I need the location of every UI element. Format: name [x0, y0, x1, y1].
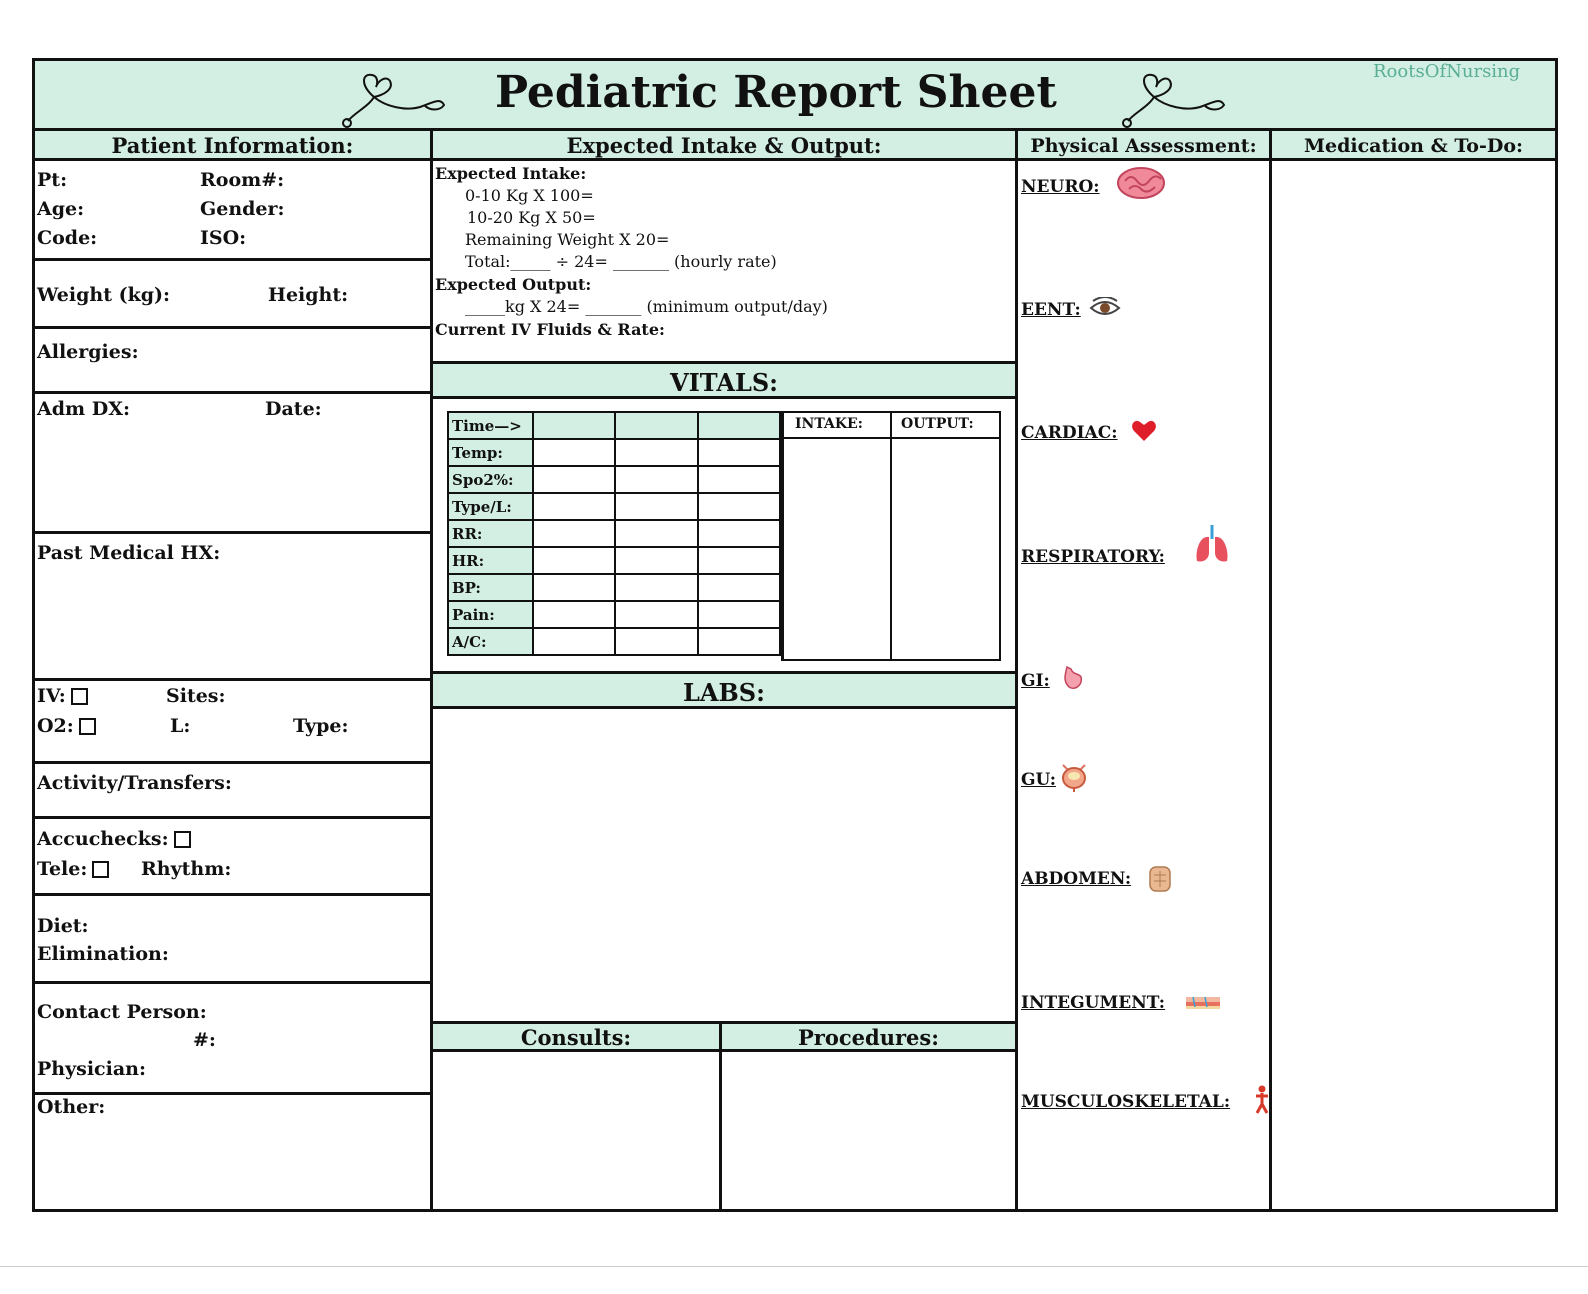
- consults-header: Consults:: [433, 1024, 719, 1052]
- pmh-label: Past Medical HX:: [37, 542, 221, 564]
- intake-line-2: 10-20 Kg X 50=: [467, 208, 596, 227]
- meds-header: Medication & To-Do:: [1272, 131, 1555, 161]
- abdomen-icon: [1147, 865, 1173, 893]
- eent-label: EENT:: [1021, 300, 1081, 320]
- labs-area[interactable]: [433, 709, 1015, 1021]
- procedures-header: Procedures:: [722, 1024, 1015, 1052]
- vitals-cell[interactable]: [533, 574, 615, 601]
- other-label: Other:: [37, 1096, 106, 1118]
- intake-line-1: 0-10 Kg X 100=: [465, 186, 594, 205]
- table-row: [448, 439, 780, 466]
- iv-fluids-label: Current IV Fluids & Rate:: [435, 320, 665, 339]
- output-line: _____kg X 24= _______ (minimum output/day): [465, 297, 828, 316]
- vitals-cell[interactable]: [698, 493, 780, 520]
- io-header: Expected Intake & Output:: [433, 131, 1015, 161]
- output-column-header: OUTPUT:: [901, 416, 974, 432]
- vitals-cell[interactable]: [533, 520, 615, 547]
- iv-label: [37, 685, 88, 707]
- cardiac-label: CARDIAC:: [1021, 423, 1118, 443]
- abdomen-label: ABDOMEN:: [1021, 869, 1132, 889]
- integument-label: INTEGUMENT:: [1021, 993, 1166, 1013]
- iv-checkbox[interactable]: [71, 688, 88, 705]
- skeleton-icon: [1255, 1085, 1269, 1115]
- vitals-cell[interactable]: [698, 574, 780, 601]
- table-row: [448, 412, 780, 439]
- vitals-row-label: Pain:: [448, 601, 533, 628]
- l-label: L:: [170, 715, 191, 737]
- stomach-icon: [1061, 665, 1085, 691]
- report-sheet: [32, 58, 1558, 1212]
- expected-intake-label: Expected Intake:: [435, 164, 587, 183]
- lungs-icon: [1193, 523, 1231, 565]
- page-title: Pediatric Report Sheet: [495, 67, 1057, 118]
- code-label: Code:: [37, 227, 98, 249]
- number-label: #:: [193, 1029, 216, 1051]
- vitals-cell[interactable]: [698, 628, 780, 655]
- vitals-cell[interactable]: [615, 547, 697, 574]
- rhythm-label: Rhythm:: [141, 858, 232, 880]
- diet-label: Diet:: [37, 915, 89, 937]
- vitals-cell[interactable]: [698, 547, 780, 574]
- height-label: Height:: [268, 284, 349, 306]
- vitals-cell[interactable]: [615, 574, 697, 601]
- vitals-row-label: HR:: [448, 547, 533, 574]
- expected-output-label: Expected Output:: [435, 275, 592, 294]
- vitals-cell[interactable]: [533, 439, 615, 466]
- vitals-row-label: Spo2%:: [448, 466, 533, 493]
- vitals-row-label: Temp:: [448, 439, 533, 466]
- type-label: Type:: [293, 715, 349, 737]
- vitals-cell[interactable]: [698, 601, 780, 628]
- vitals-row-label: BP:: [448, 574, 533, 601]
- bladder-icon: [1059, 761, 1089, 793]
- eye-icon: [1089, 297, 1121, 319]
- vitals-cell[interactable]: [615, 466, 697, 493]
- heart-icon: [1131, 419, 1157, 443]
- vitals-cell[interactable]: [615, 601, 697, 628]
- physician-label: Physician:: [37, 1058, 146, 1080]
- gu-label: GU:: [1021, 770, 1057, 790]
- accuchecks-label: [37, 828, 191, 850]
- weight-label: Weight (kg):: [37, 284, 171, 306]
- gender-label: Gender:: [200, 198, 285, 220]
- vitals-cell[interactable]: [615, 439, 697, 466]
- vitals-cell[interactable]: [533, 466, 615, 493]
- table-row: [448, 466, 780, 493]
- vitals-row-label: RR:: [448, 520, 533, 547]
- labs-header: LABS:: [433, 671, 1015, 709]
- table-row: [448, 493, 780, 520]
- o2-label: [37, 715, 96, 737]
- date-label: Date:: [265, 398, 322, 420]
- table-row: [448, 547, 780, 574]
- vitals-cell[interactable]: [615, 493, 697, 520]
- vitals-cell[interactable]: [533, 412, 615, 439]
- vitals-cell[interactable]: [533, 547, 615, 574]
- intake-line-3: Remaining Weight X 20=: [465, 230, 670, 249]
- vitals-cell[interactable]: [533, 628, 615, 655]
- contact-label: Contact Person:: [37, 1001, 207, 1023]
- vitals-cell[interactable]: [698, 520, 780, 547]
- elimination-label: Elimination:: [37, 943, 169, 965]
- allergies-label: Allergies:: [37, 341, 139, 363]
- skin-icon: [1185, 995, 1221, 1011]
- stethoscope-icon: [340, 67, 450, 129]
- iv-text: IV:: [37, 685, 66, 707]
- vitals-cell[interactable]: [698, 439, 780, 466]
- table-row: [448, 574, 780, 601]
- vitals-table: [447, 411, 781, 656]
- intake-column-header: INTAKE:: [795, 416, 863, 432]
- intake-total: Total:_____ ÷ 24= _______ (hourly rate): [465, 252, 777, 271]
- o2-text: O2:: [37, 715, 74, 737]
- gi-label: GI:: [1021, 671, 1050, 691]
- title-bar: [35, 61, 1555, 131]
- vitals-row-label: A/C:: [448, 628, 533, 655]
- vitals-cell[interactable]: [615, 520, 697, 547]
- vitals-row-label: Time—>: [448, 412, 533, 439]
- brain-icon: [1115, 165, 1167, 201]
- vitals-row-label: Type/L:: [448, 493, 533, 520]
- iso-label: ISO:: [200, 227, 247, 249]
- respiratory-label: RESPIRATORY:: [1021, 547, 1165, 567]
- divider: [0, 1266, 1588, 1267]
- assessment-header: Physical Assessment:: [1018, 131, 1269, 161]
- musculoskeletal-label: MUSCULOSKELETAL:: [1021, 1092, 1231, 1112]
- pt-label: Pt:: [37, 169, 68, 191]
- neuro-label: NEURO:: [1021, 177, 1100, 197]
- table-row: [448, 601, 780, 628]
- meds-area[interactable]: [1272, 164, 1555, 1209]
- activity-label: Activity/Transfers:: [37, 772, 232, 794]
- stethoscope-icon: [1120, 67, 1230, 129]
- credit-text: RootsOfNursing: [1373, 61, 1521, 82]
- age-label: Age:: [37, 198, 85, 220]
- patient-info-header: Patient Information:: [35, 131, 430, 161]
- room-label: Room#:: [200, 169, 285, 191]
- adm-dx-label: Adm DX:: [37, 398, 130, 420]
- vitals-cell[interactable]: [698, 466, 780, 493]
- vitals-cell[interactable]: [615, 412, 697, 439]
- vitals-cell[interactable]: [533, 601, 615, 628]
- tele-text: Tele:: [37, 858, 88, 880]
- vitals-cell[interactable]: [533, 493, 615, 520]
- vitals-cell[interactable]: [698, 412, 780, 439]
- tele-checkbox[interactable]: [92, 861, 109, 878]
- tele-label: [37, 858, 109, 880]
- table-row: [448, 520, 780, 547]
- vitals-cell[interactable]: [615, 628, 697, 655]
- sites-label: Sites:: [166, 685, 226, 707]
- o2-checkbox[interactable]: [79, 718, 96, 735]
- vitals-header: VITALS:: [433, 361, 1015, 399]
- table-row: [448, 628, 780, 655]
- accuchecks-text: Accuchecks:: [37, 828, 169, 850]
- accuchecks-checkbox[interactable]: [174, 831, 191, 848]
